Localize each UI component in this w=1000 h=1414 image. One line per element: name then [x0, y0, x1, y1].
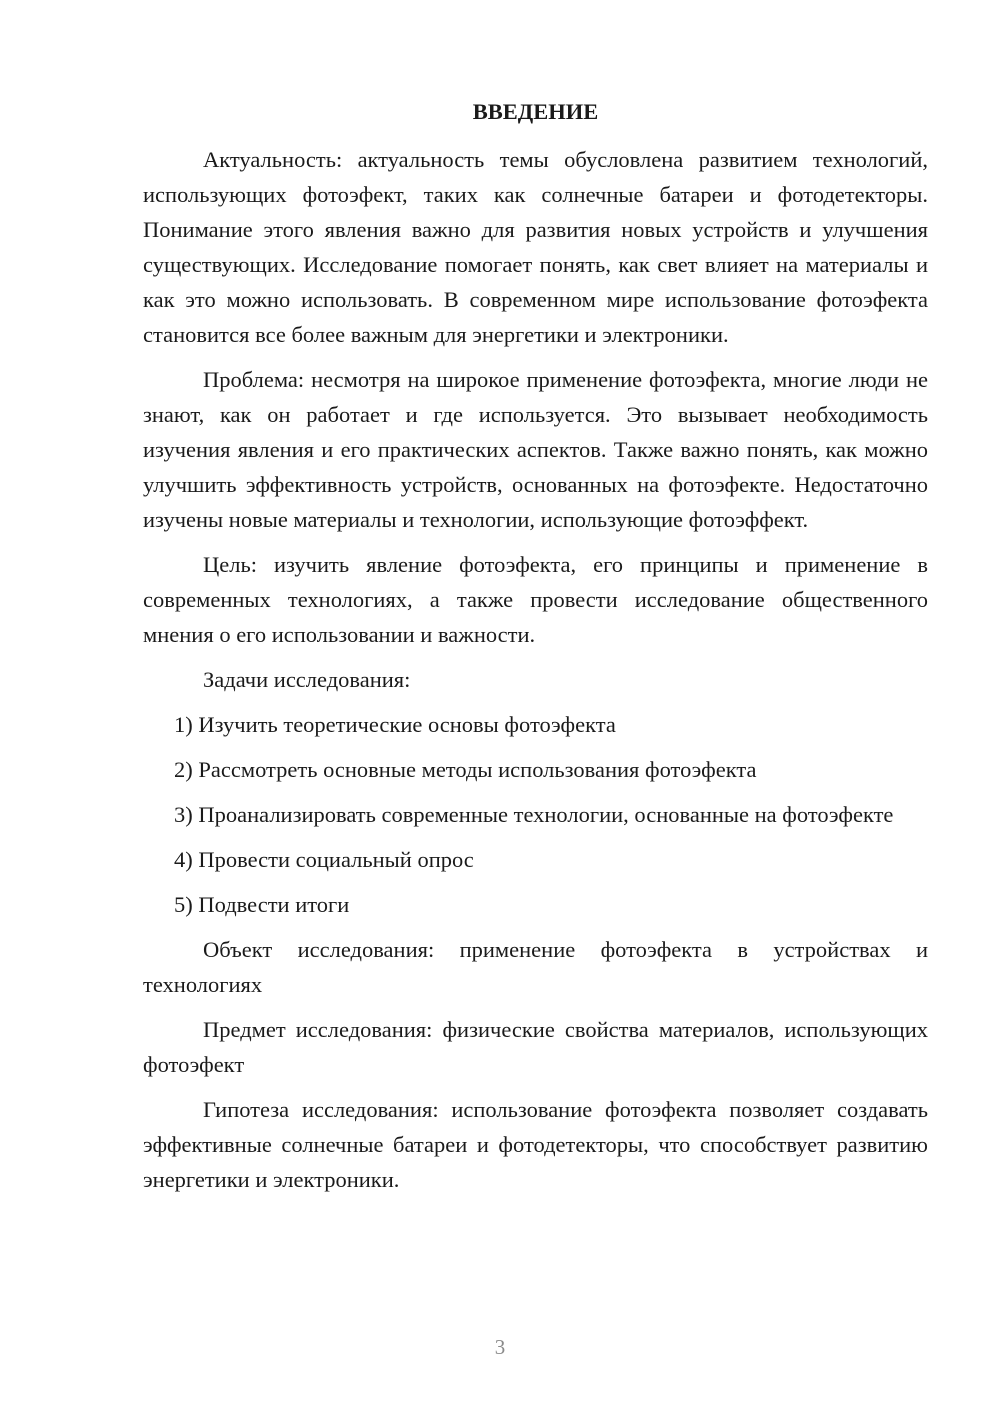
page-number: 3: [494, 1335, 506, 1359]
subject-paragraph: Предмет исследования: физические свойства материалов, использующих фотоэфект: [143, 1017, 928, 1077]
task-item: 1) Изучить теоретические основы фотоэфекта: [174, 712, 616, 737]
page-title: ВВЕДЕНИЕ: [472, 99, 599, 124]
task-item: 2) Рассмотреть основные методы использования фотоэфекта: [174, 757, 757, 782]
object-paragraph: Объект исследования: применение фотоэфекта в устройствах и технологиях: [143, 937, 928, 997]
problem-paragraph: Проблема: несмотря на широкое применение фотоэфекта, многие люди не знают, как он работает и где используется. Это вызывает необходимость изучения явления и его практических аспектов. Также важно понять, как можно улучшить эффективность устройств, основанных на фотоэфекте. Недостаточно изучены новые материалы и технологии, использующие фотоэффект.: [143, 367, 928, 532]
task-item: 4) Провести социальный опрос: [174, 847, 474, 872]
relevance-paragraph: Актуальность: актуальность темы обусловлена развитием технологий, использующих фотоэфект, таких как солнечные батареи и фотодетекторы. Понимание этого явления важно для развития новых устройств и улучшения существующих. Исследование помогает понять, как свет влияет на материалы и как это можно использовать. В современном мире использование фотоэфекта становится все более важным для энергетики и электроники.: [143, 147, 928, 347]
task-item: 3) Проанализировать современные технологии, основанные на фотоэфекте: [174, 802, 894, 827]
task-item: 5) Подвести итоги: [174, 892, 350, 917]
goal-paragraph: Цель: изучить явление фотоэфекта, его принципы и применение в современных технологиях, а также провести исследование общественного мнения о его использовании и важности.: [143, 552, 928, 647]
hypothesis-paragraph: Гипотеза исследования: использование фотоэфекта позволяет создавать эффективные солнечные батареи и фотодетекторы, что способствует развитию энергетики и электроники.: [143, 1097, 928, 1192]
tasks-heading: Задачи исследования:: [203, 667, 411, 692]
page-content: [143, 94, 928, 1207]
